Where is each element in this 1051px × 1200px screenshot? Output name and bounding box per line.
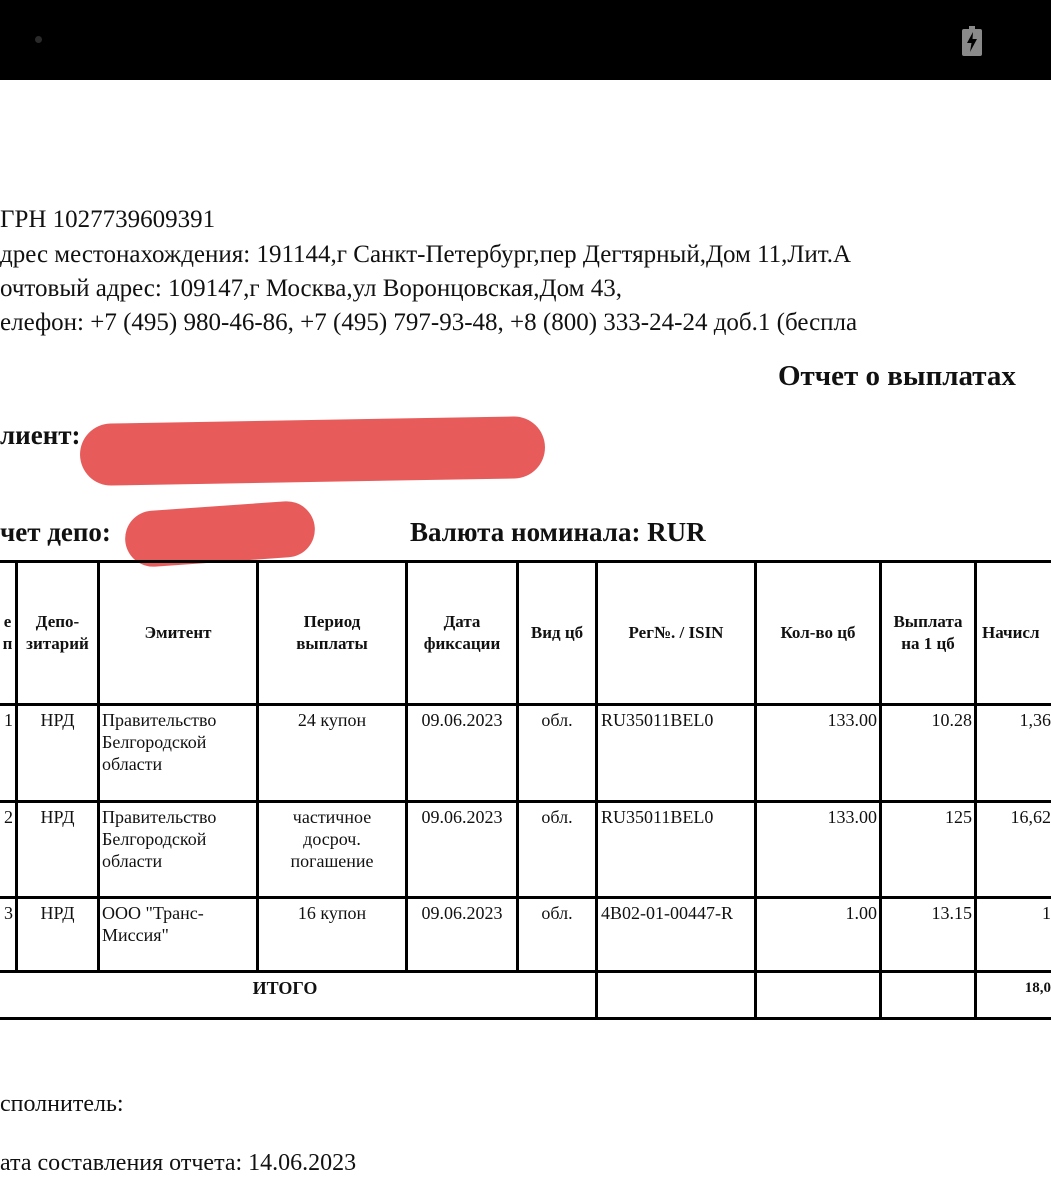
row3-issuer-line2: Миссия": [102, 925, 169, 945]
row3-quantity: 1.00: [845, 903, 877, 923]
payments-table: [0, 560, 1051, 1020]
row2-isin: RU35011BEL0: [601, 807, 714, 827]
header-isin: Рег№. / ISIN: [628, 623, 724, 642]
header-period: [259, 610, 405, 656]
row1-accrued: 1,36: [1019, 710, 1051, 730]
client-label: лиент:: [0, 420, 81, 450]
header-date-line1: Дата: [443, 612, 481, 631]
row3-issuer: [102, 902, 204, 946]
header-depositary: [18, 610, 97, 656]
row2-date: 09.06.2023: [421, 807, 503, 827]
row2-issuer-line1: Правительство: [102, 807, 217, 827]
row1-issuer-line3: области: [102, 754, 163, 774]
row3-period: [259, 902, 405, 924]
table-rule: [0, 1017, 1051, 1020]
row1-period-line1: 24 купон: [297, 710, 367, 730]
row2-issuer-line3: области: [102, 851, 163, 871]
report-date: ата составления отчета: 14.06.2023: [0, 1150, 357, 1176]
row2-period: [259, 806, 405, 872]
header-accrued: Начисл: [982, 623, 1040, 642]
row2-period-line2: досроч.: [303, 829, 361, 849]
executor-label: сполнитель:: [0, 1091, 124, 1117]
row2-depositary: НРД: [40, 807, 75, 827]
table-rule: [0, 896, 1051, 899]
header-num-line1: е: [3, 612, 12, 631]
header-depositary-line1: Депо-: [35, 612, 80, 631]
row2-quantity: 133.00: [827, 807, 877, 827]
row2-issuer-line2: Белгородской: [102, 829, 207, 849]
row1-depositary: НРД: [40, 710, 75, 730]
header-num-line2: п: [2, 634, 13, 653]
row3-period-line1: 16 купон: [297, 903, 367, 923]
camera-dot: [35, 36, 42, 43]
row2-type: обл.: [541, 807, 573, 827]
table-rule: [974, 560, 977, 1020]
address-line: дрес местонахождения: 191144,г Санкт-Петербург,пер Дегтярный,Дом 11,Лит.А: [0, 241, 852, 268]
phone-line: елефон: +7 (495) 980-46-86, +7 (495) 797-93-48, +8 (800) 333-24-24 доб.1 (беспла: [0, 309, 858, 336]
currency-label: Валюта номинала: RUR: [410, 517, 706, 547]
row3-depositary: НРД: [40, 903, 75, 923]
row1-payment-per: 10.28: [931, 710, 972, 730]
table-rule: [0, 970, 1051, 973]
report-title: Отчет о выплатах: [778, 360, 1016, 392]
total-label: ИТОГО: [252, 978, 318, 998]
depo-account-label: чет депо:: [0, 517, 111, 547]
row1-isin: RU35011BEL0: [601, 710, 714, 730]
row2-accrued: 16,62: [1010, 807, 1051, 827]
ogrn-line: ГРН 1027739609391: [0, 206, 216, 233]
table-rule: [0, 800, 1051, 803]
depo-redaction: [123, 499, 316, 568]
row1-type: обл.: [541, 710, 573, 730]
table-rule: [0, 560, 1051, 563]
header-issuer: Эмитент: [144, 623, 212, 642]
header-depositary-line2: зитарий: [26, 634, 89, 653]
row3-type: обл.: [541, 903, 573, 923]
header-fix-date: [408, 610, 516, 656]
header-quantity: Кол-во цб: [780, 623, 856, 642]
client-redaction: [79, 416, 545, 486]
row1-date: 09.06.2023: [421, 710, 503, 730]
postal-address-line: очтовый адрес: 109147,г Москва,ул Воронцовская,Дом 43,: [0, 275, 622, 302]
status-bar: [0, 0, 1051, 80]
row3-issuer-line1: ООО "Транс-: [102, 903, 204, 923]
row2-period-line3: погашение: [290, 851, 374, 871]
row3-payment-per: 13.15: [931, 903, 972, 923]
row1-issuer-line2: Белгородской: [102, 732, 207, 752]
row1-num: 1: [4, 710, 13, 730]
row1-period: [259, 709, 405, 731]
row3-date: 09.06.2023: [421, 903, 503, 923]
row2-issuer: [102, 806, 216, 872]
header-period-line2: выплаты: [296, 634, 368, 653]
row1-quantity: 133.00: [827, 710, 877, 730]
row2-num: 2: [4, 807, 13, 827]
row3-num: 3: [4, 903, 13, 923]
header-period-line1: Период: [303, 612, 361, 631]
header-per-line2: на 1 цб: [901, 634, 955, 653]
table-rule: [0, 703, 1051, 706]
row1-issuer-line1: Правительство: [102, 710, 217, 730]
header-payment-per-security: [882, 610, 974, 656]
row3-isin: 4B02-01-00447-R: [601, 903, 733, 923]
header-per-line1: Выплата: [893, 612, 963, 631]
header-security-type: Вид цб: [530, 623, 584, 642]
header-num: [0, 610, 15, 656]
total-value: 18,0: [1024, 980, 1051, 996]
row2-period-line1: частичное: [292, 807, 372, 827]
battery-charging-icon: [962, 26, 982, 56]
row1-issuer: [102, 709, 216, 775]
row2-payment-per: 125: [945, 807, 972, 827]
header-date-line2: фиксации: [423, 634, 501, 653]
row3-accrued: 1: [1042, 903, 1051, 923]
